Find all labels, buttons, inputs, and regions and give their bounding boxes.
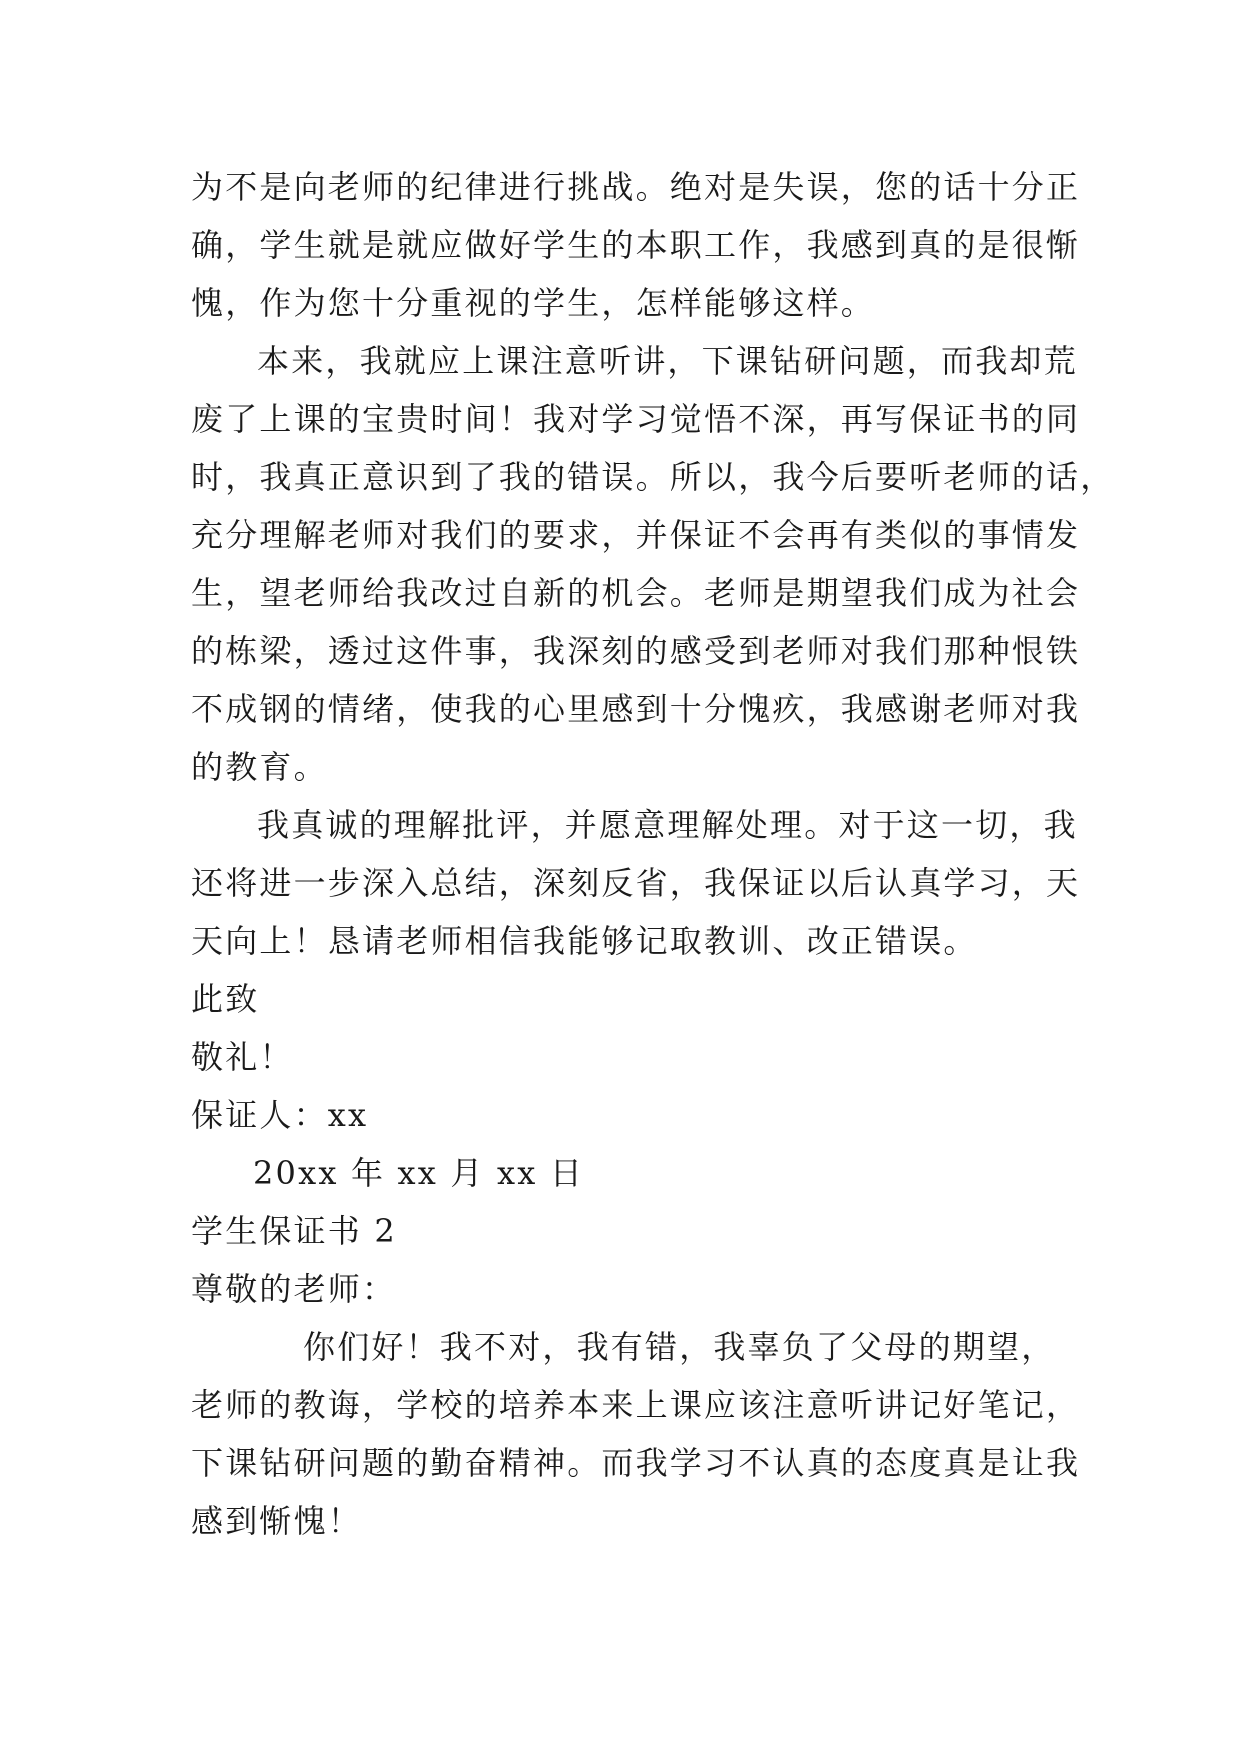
body-line: 老师的教诲，学校的培养本来上课应该注意听讲记好笔记， [191,1386,1081,1424]
body-line: 不成钢的情绪，使我的心里感到十分愧疚，我感谢老师对我 [191,690,1081,728]
body-line: 充分理解老师对我们的要求，并保证不会再有类似的事情发 [191,516,1081,554]
body-line: 的教育。 [191,748,328,786]
paragraph-start-line: 本来，我就应上课注意听讲，下课钻研问题，而我却荒 [257,342,1078,380]
document-body [191,158,1115,1550]
body-line: 废了上课的宝贵时间！我对学习觉悟不深，再写保证书的同 [191,400,1081,438]
body-line: 为不是向老师的纪律进行挑战。绝对是失误，您的话十分正 [191,168,1081,206]
greeting-line: 尊敬的老师： [191,1270,397,1308]
body-line: 还将进一步深入总结，深刻反省，我保证以后认真学习，天 [191,864,1081,902]
guarantor-line: 保证人：xx [191,1096,369,1134]
body-line: 的栋梁，透过这件事，我深刻的感受到老师对我们那种恨铁 [191,632,1081,670]
body-line: 时，我真正意识到了我的错误。所以，我今后要听老师的话， [191,458,1115,496]
body-line: 愧，作为您十分重视的学生，怎样能够这样。 [191,284,876,322]
body-line: 生，望老师给我改过自新的机会。老师是期望我们成为社会 [191,574,1081,612]
closing-line: 此致 [191,980,260,1018]
paragraph-start-line: 我真诚的理解批评，并愿意理解处理。对于这一切，我 [257,806,1078,844]
body-line: 确，学生就是就应做好学生的本职工作，我感到真的是很惭 [191,226,1081,264]
body-line: 天向上！恳请老师相信我能够记取教训、改正错误。 [191,922,978,960]
paragraph-start-line: 你们好！我不对，我有错，我辜负了父母的期望， [303,1328,1056,1366]
salutation-line: 敬礼！ [191,1038,294,1076]
body-line: 下课钻研问题的勤奋精神。而我学习不认真的态度真是让我 [191,1444,1081,1482]
date-line: 20xx 年 xx 月 xx 日 [253,1154,585,1192]
section-title: 学生保证书 2 [191,1212,397,1250]
body-line: 感到惭愧！ [191,1502,363,1540]
